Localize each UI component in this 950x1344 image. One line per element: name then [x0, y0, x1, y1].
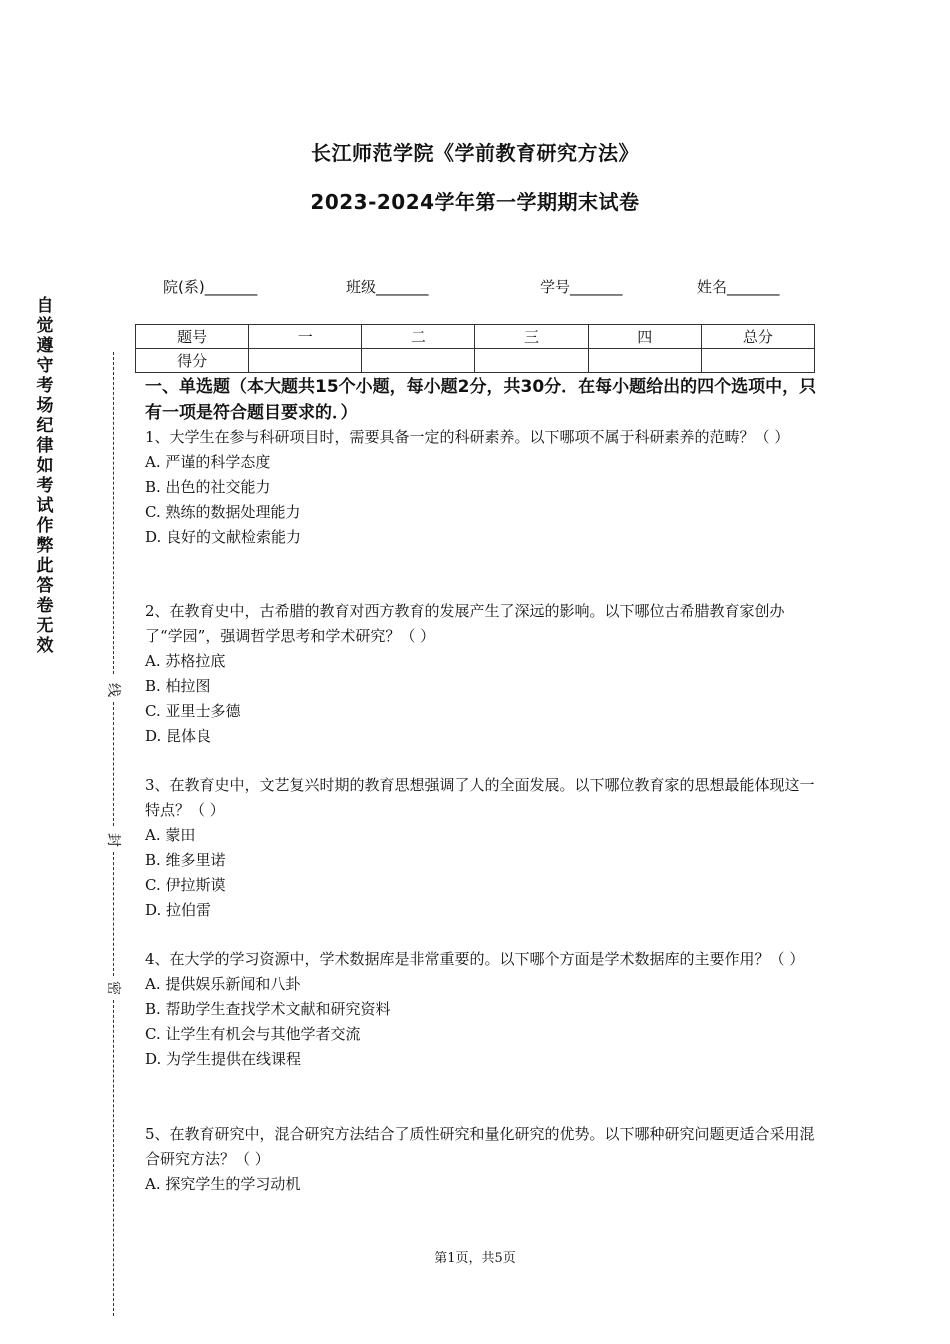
option-item[interactable]: A. 苏格拉底 — [145, 652, 226, 670]
option-item[interactable]: B. 帮助学生查找学术文献和研究资料 — [145, 1000, 391, 1018]
option-item[interactable]: C. 让学生有机会与其他学者交流 — [145, 1025, 361, 1043]
option-item[interactable]: D. 拉伯雷 — [145, 901, 212, 919]
exam-title-line2: 2023-2024学年第一学期期末试卷 — [310, 190, 640, 214]
score-row-label: 得分 — [136, 349, 249, 373]
option-item[interactable]: A. 探究学生的学习动机 — [145, 1175, 301, 1193]
name-field[interactable]: 姓名_______ — [697, 278, 780, 296]
binding-mark-secret: 密 — [104, 980, 124, 996]
question-stem: 1、大学生在参与科研项目时，需要具备一定的科研素养。以下哪项不属于科研素养的范畴？（ ） — [145, 428, 790, 446]
option-item[interactable]: A. 蒙田 — [145, 826, 196, 844]
score-table — [135, 324, 815, 373]
option-item[interactable]: C. 亚里士多德 — [145, 702, 241, 720]
score-cell[interactable] — [362, 349, 475, 373]
page-number: 第1页，共5页 — [434, 1251, 516, 1266]
option-item[interactable]: B. 出色的社交能力 — [145, 478, 271, 496]
question-block — [145, 1122, 820, 1197]
score-header-cell: 三 — [475, 325, 588, 349]
question-stem: 3、在教育史中，文艺复兴时期的教育思想强调了人的全面发展。以下哪位教育家的思想最能体现这一特点？（ ） — [145, 776, 815, 819]
question-block — [145, 947, 820, 1072]
score-header-cell: 题号 — [136, 325, 249, 349]
option-item[interactable]: A. 提供娱乐新闻和八卦 — [145, 975, 301, 993]
score-header-cell: 四 — [588, 325, 701, 349]
department-field[interactable]: 院(系)_______ — [163, 278, 258, 296]
question-block — [145, 425, 820, 550]
score-cell[interactable] — [588, 349, 701, 373]
option-item[interactable]: B. 柏拉图 — [145, 677, 211, 695]
option-item[interactable]: D. 昆体良 — [145, 727, 212, 745]
student-id-field[interactable]: 学号_______ — [540, 278, 623, 296]
question-block — [145, 599, 820, 749]
side-notice: 自觉遵守考场纪律如考试作弊此答卷无效 — [36, 296, 54, 656]
binding-line-segment — [113, 702, 114, 826]
question-block — [145, 773, 820, 923]
score-header-cell: 一 — [249, 325, 362, 349]
option-item[interactable]: B. 维多里诺 — [145, 851, 226, 869]
question-stem: 5、在教育研究中，混合研究方法结合了质性研究和量化研究的优势。以下哪种研究问题更适合采用混合研究方法？（ ） — [145, 1125, 815, 1168]
score-header-cell: 二 — [362, 325, 475, 349]
score-table-score-row — [136, 349, 815, 373]
score-table-header-row — [136, 325, 815, 349]
score-cell[interactable] — [249, 349, 362, 373]
option-item[interactable]: D. 良好的文献检索能力 — [145, 528, 302, 546]
question-stem: 4、在大学的学习资源中，学术数据库是非常重要的。以下哪个方面是学术数据库的主要作用？（ ） — [145, 950, 805, 968]
binding-line-segment — [113, 352, 114, 674]
binding-mark-seal: 封 — [104, 832, 124, 848]
binding-mark-line: 线 — [104, 682, 124, 698]
option-item[interactable]: A. 严谨的科学态度 — [145, 453, 271, 471]
option-item[interactable]: C. 伊拉斯谟 — [145, 876, 226, 894]
question-stem: 2、在教育史中，古希腊的教育对西方教育的发展产生了深远的影响。以下哪位古希腊教育家创办了“学园”，强调哲学思考和学术研究？（ ） — [145, 602, 785, 645]
section-heading: 一、单选题（本大题共15个小题，每小题2分，共30分．在每小题给出的四个选项中，只有一项是符合题目要求的．） — [145, 377, 817, 423]
exam-title-line1: 长江师范学院《学前教育研究方法》 — [311, 141, 639, 165]
score-cell[interactable] — [701, 349, 814, 373]
option-item[interactable]: C. 熟练的数据处理能力 — [145, 503, 301, 521]
option-item[interactable]: D. 为学生提供在线课程 — [145, 1050, 302, 1068]
binding-line-segment — [113, 1000, 114, 1316]
binding-line-segment — [113, 852, 114, 976]
score-header-cell: 总分 — [701, 325, 814, 349]
score-cell[interactable] — [475, 349, 588, 373]
class-field[interactable]: 班级_______ — [346, 278, 429, 296]
